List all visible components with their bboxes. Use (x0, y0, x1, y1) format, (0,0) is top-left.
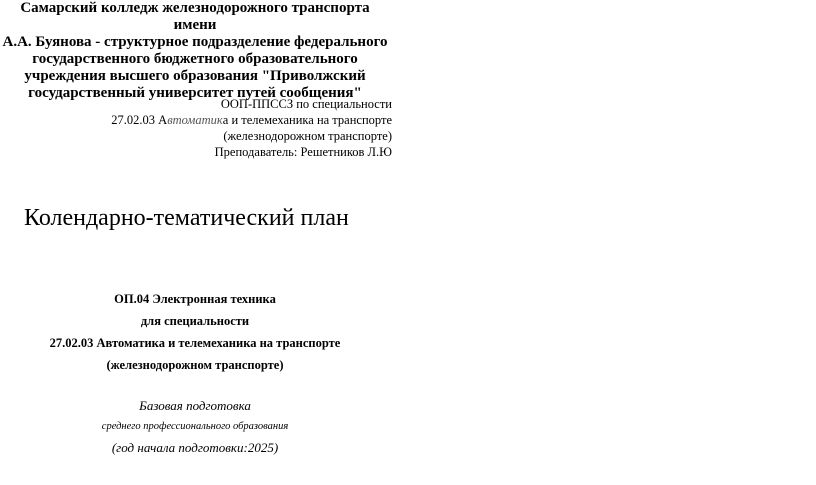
program-line-2-prefix: 27.02.03 А (111, 113, 168, 127)
training-level (0, 395, 390, 459)
program-line-2-suffix: а и телемеханика на транспорте (222, 113, 392, 127)
teacher-line: Преподаватель: Решетников Л.Ю (214, 145, 392, 159)
program-line-2 (100, 112, 392, 128)
subject-line-3: 27.02.03 Автоматика и телемеханика на транспорте (49, 336, 341, 350)
program-line-3: (железнодорожном транспорте) (223, 129, 392, 143)
subject-line-2: для специальности (140, 314, 250, 328)
level-line-2: среднего профессионального образования (101, 421, 289, 432)
document-title: Колендарно-тематический план (24, 205, 349, 231)
program-line-2-italic: втоматик (167, 113, 223, 127)
subject-line-4: (железнодорожном транспорте) (106, 358, 284, 372)
org-line-3: государственного бюджетного образовательного (32, 51, 358, 67)
org-line-5: государственный университет путей сообщения" (28, 85, 362, 101)
program-line-1: ООП-ППССЗ по специальности (220, 97, 392, 111)
organization-name (0, 0, 390, 102)
program-info (100, 96, 392, 160)
subject-line-1: ОП.04 Электронная техника (114, 292, 276, 306)
subject-block (0, 288, 390, 376)
org-line-4: учреждения высшего образования "Приволжский (24, 68, 366, 84)
org-line-2: А.А. Буянова - структурное подразделение федерального (2, 34, 388, 50)
org-line-1: Самарский колледж железнодорожного транспорта имени (20, 0, 370, 33)
level-line-3: (год начала подготовки:2025) (111, 440, 279, 455)
level-line-1: Базовая подготовка (139, 398, 251, 413)
